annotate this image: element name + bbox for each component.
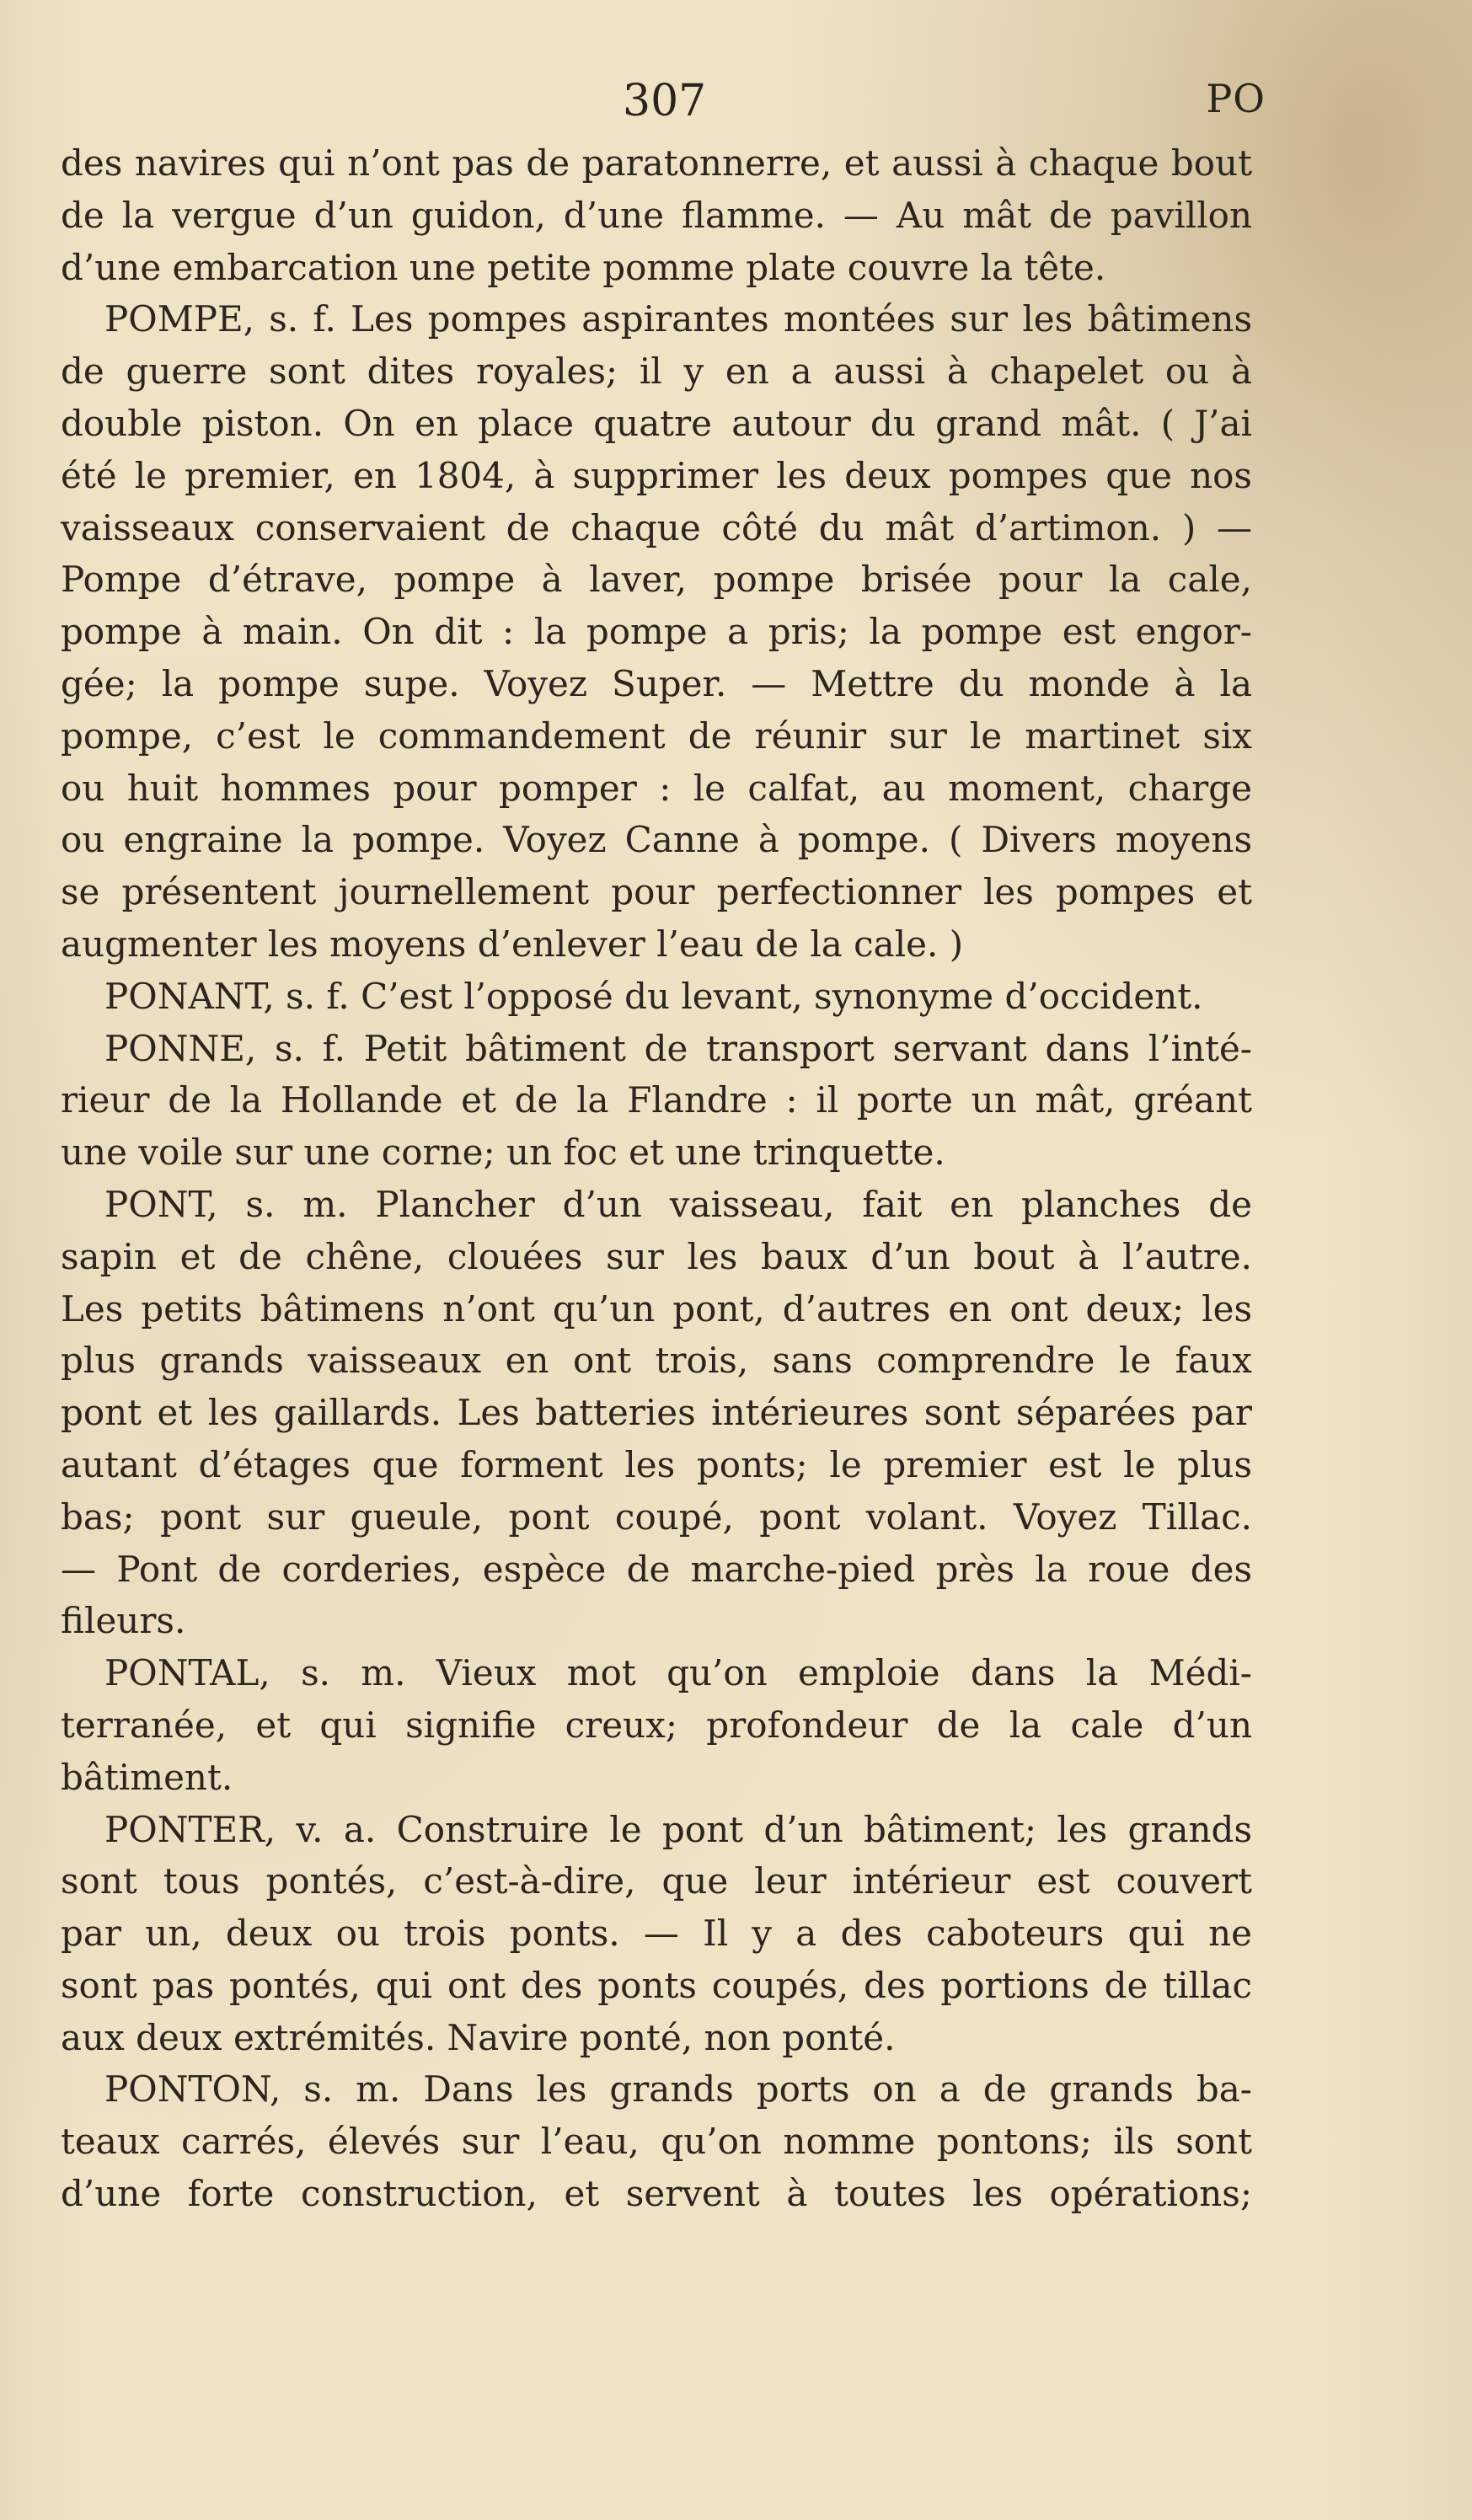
text-line: d’une forte construction, et servent à toutes les opérations; xyxy=(61,2173,1252,2215)
text-line: Les petits bâtimens n’ont qu’un pont, d’autres en ont deux; les xyxy=(61,1287,1252,1330)
entry-ponter: PONTER, v. a. Construire le pont d’un bâtiment; les grands xyxy=(104,1808,1252,1850)
body-text xyxy=(61,137,1252,2220)
text-line: de guerre sont dites royales; il y en a aussi à chapelet ou à xyxy=(61,350,1252,393)
text-line: sont tous pontés, c’est-à-dire, que leur intérieur est couvert xyxy=(61,1860,1252,1902)
text-line: — Pont de corderies, espèce de marche-pied près la roue des xyxy=(61,1548,1252,1590)
text-line: autant d’étages que forment les ponts; le premier est le plus xyxy=(61,1443,1252,1485)
entry-ponant: PONANT, s. f. C’est l’opposé du levant, synonyme d’occident. xyxy=(104,975,1203,1017)
page-header xyxy=(59,76,1266,135)
entry-pontal: PONTAL, s. m. Vieux mot qu’on emploie dans la Médi- xyxy=(104,1652,1252,1694)
text-line: pont et les gaillards. Les batteries intérieures sont séparées par xyxy=(61,1392,1252,1434)
entry-ponton: PONTON, s. m. Dans les grands ports on a de grands ba- xyxy=(104,2068,1252,2111)
text-line: ou huit hommes pour pomper : le calfat, au moment, charge xyxy=(61,767,1252,809)
text-line: pompe, c’est le commandement de réunir sur le martinet six xyxy=(61,714,1252,757)
entry-pompe: POMPE, s. f. Les pompes aspirantes montées sur les bâtimens xyxy=(104,298,1252,340)
text-line: d’une embarcation une petite pomme plate couvre la tête. xyxy=(61,246,1106,288)
text-line: plus grands vaisseaux en ont trois, sans comprendre le faux xyxy=(61,1340,1252,1382)
text-line: se présentent journellement pour perfectionner les pompes et xyxy=(61,871,1252,913)
entry-pont: PONT, s. m. Plancher d’un vaisseau, fait en planches de xyxy=(104,1183,1252,1225)
text-line: pompe à main. On dit : la pompe a pris; la pompe est engor- xyxy=(61,611,1252,653)
text-line: bâtiment. xyxy=(61,1756,233,1798)
text-line: aux deux extrémités. Navire ponté, non ponté. xyxy=(61,2016,896,2058)
text-line: Pompe d’étrave, pompe à laver, pompe brisée pour la cale, xyxy=(61,559,1252,601)
page-number: 307 xyxy=(623,76,707,126)
text-line: rieur de la Hollande et de la Flandre : il porte un mât, gréant xyxy=(61,1079,1252,1121)
text-line: ou engraine la pompe. Voyez Canne à pompe. ( Divers moyens xyxy=(61,819,1252,861)
text-line: une voile sur une corne; un foc et une trinquette. xyxy=(61,1132,945,1174)
text-line: bas; pont sur gueule, pont coupé, pont volant. Voyez Tillac. xyxy=(61,1495,1252,1538)
text-line: double piston. On en place quatre autour du grand mât. ( J’ai xyxy=(61,402,1252,444)
text-line: sont pas pontés, qui ont des ponts coupés, des portions de tillac xyxy=(61,1964,1252,2006)
text-line: sapin et de chêne, clouées sur les baux d’un bout à l’autre. xyxy=(61,1235,1252,1277)
text-line: de la vergue d’un guidon, d’une flamme. — Au mât de pavillon xyxy=(61,194,1252,236)
text-line: vaisseaux conservaient de chaque côté du mât d’artimon. ) — xyxy=(61,506,1252,548)
text-line: augmenter les moyens d’enlever l’eau de la cale. ) xyxy=(61,923,964,965)
text-line: des navires qui n’ont pas de paratonnerre, et aussi à chaque bout xyxy=(61,142,1252,184)
text-line: terranée, et qui signifie creux; profondeur de la cale d’un xyxy=(61,1704,1252,1746)
text-line: gée; la pompe supe. Voyez Super. — Mettre du monde à la xyxy=(61,662,1252,704)
text-line: par un, deux ou trois ponts. — Il y a des caboteurs qui ne xyxy=(61,1913,1252,1955)
running-head: PO xyxy=(1206,76,1266,121)
text-line: fileurs. xyxy=(61,1600,186,1642)
entry-ponne: PONNE, s. f. Petit bâtiment de transport servant dans l’inté- xyxy=(104,1027,1252,1069)
text-line: été le premier, en 1804, à supprimer les deux pompes que nos xyxy=(61,454,1252,496)
text-line: teaux carrés, élevés sur l’eau, qu’on nomme pontons; ils sont xyxy=(61,2121,1252,2163)
